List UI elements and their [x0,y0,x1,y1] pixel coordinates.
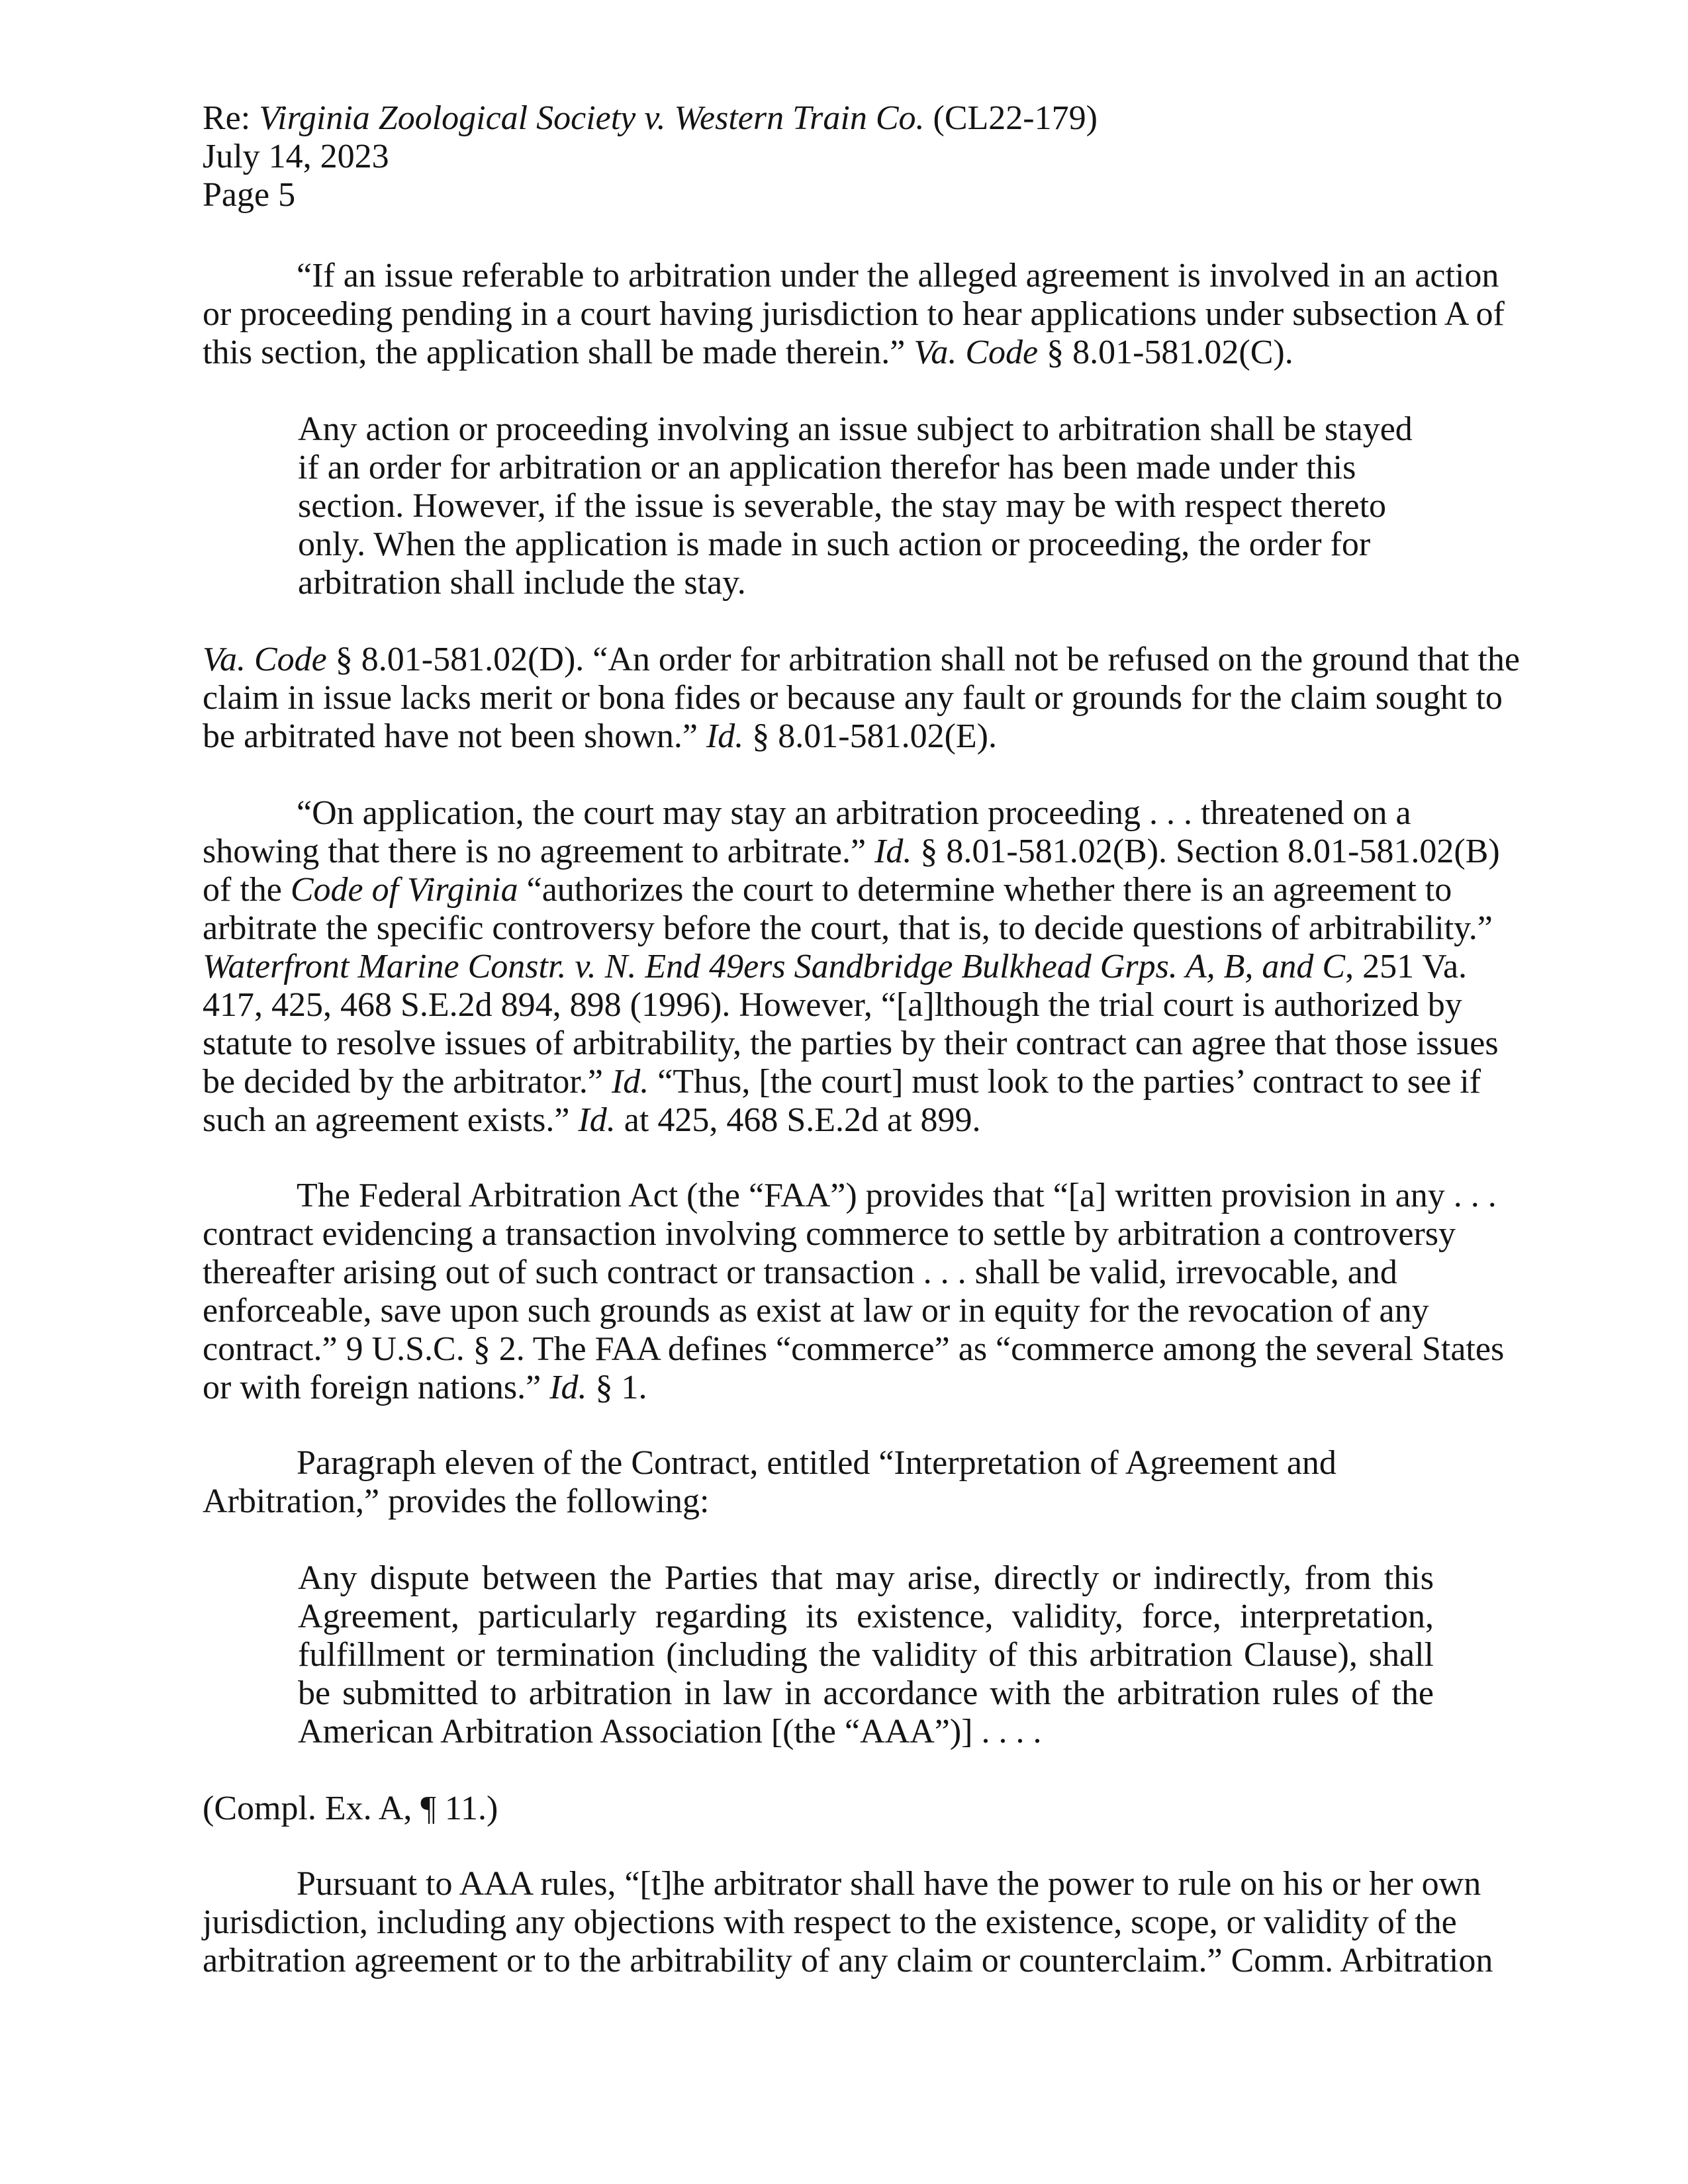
paragraph-text: , 251 Va. 417, 425, 468 S.E.2d 894, 898 (1996). However, “[a]lthough the trial court is authorized by statute to resolve issues of arbitrability, the parties by their contract can agree that those issues be decided by the arbitrator.” [203,948,1499,1101]
paragraph-arbitrability [203,794,1520,1140]
case-number: (CL22-179) [924,99,1098,137]
citation-id: Id. [578,1101,616,1139]
paragraph-statute-d-e [203,641,1520,756]
header-page-number: Page 5 [203,176,296,214]
code-of-virginia-title: Code of Virginia [290,871,518,909]
paragraph-aaa-rules: Pursuant to AAA rules, “[t]he arbitrator shall have the power to rule on his or her own jurisdiction, including any objections with respect to the existence, scope, or validity of the arbitration agreement or to the arbitrability of any claim or counterclaim.” Comm. Arbitration [203,1865,1493,1979]
re-label: Re: [203,99,259,137]
paragraph-text: The Federal Arbitration Act (the “FAA”) provides that “[a] written provision in any . . . contract evidencing a transaction involving commerce to settle by arbitration a controversy thereafter arising out of such contract or transaction . . . shall be valid, irrevocable, and enforceable, save upon such grounds as exist at law or in equity for the revocation of any contract.” 9 U.S.C. § 2. The FAA defines “commerce” as “commerce among the several States or with foreign nations.” [203,1177,1505,1406]
citation-italic: Va. Code [914,334,1039,371]
paragraph-text: “authorizes the court to determine whether there is an agreement to arbitrate the specific controversy before the court, that is, to decide questions of arbitrability.” [203,871,1493,947]
citation-italic: Va. Code [203,641,327,678]
header-re-line [203,99,1520,138]
paragraph-text: “Thus, [the court] must look to the parties’ contract to see if such an agreement exists.” [203,1063,1481,1139]
paragraph-faa [203,1177,1520,1407]
paragraph-text: § 8.01-581.02(B). Section 8.01-581.02(B) of the [203,833,1500,909]
citation-id: Id. [874,833,912,870]
block-quote-statute-d: Any action or proceeding involving an issue subject to arbitration shall be stayed if an order for arbitration or an application therefor has been made under this section. However, if the issue is severable, the stay may be with respect thereto only. When the application is made in such action or proceeding, the order for arbitration shall include the stay. [298,410,1413,602]
case-citation: Waterfront Marine Constr. v. N. End 49ers Sandbridge Bulkhead Grps. A, B, and C [203,948,1346,985]
case-name: Virginia Zoological Society v. Western Train Co. [259,99,925,137]
citation-compl-ex: (Compl. Ex. A, ¶ 11.) [203,1790,498,1827]
citation-text: § 8.01-581.02(C). [1038,334,1293,371]
paragraph-text: at 425, 468 S.E.2d at 899. [615,1101,981,1139]
citation-id: Id. [611,1063,649,1101]
paragraph-statute-c [203,257,1520,372]
header-date: July 14, 2023 [203,138,389,175]
paragraph-contract-eleven: Paragraph eleven of the Contract, entitled “Interpretation of Agreement and Arbitration,” provides the following: [203,1444,1336,1520]
paragraph-text: § 8.01-581.02(D). “An order for arbitration shall not be refused on the ground that the claim in issue lacks merit or bona fides or because any fault or grounds for the claim sought to be arbitrated have not been shown.” [203,641,1520,755]
paragraph-text: “On application, the court may stay an arbitration proceeding . . . threatened on a showing that there is no agreement to arbitrate.” [203,794,1411,870]
letter-header [203,99,1520,214]
block-quote-contract: Any dispute between the Parties that may arise, directly or indirectly, from this Agreement, particularly regarding its existence, validity, force, interpretation, fulfillment or termination (including the validity of this arbitration Clause), shall be submitted to arbitration in law in accordance with the arbitration rules of the American Arbitration Association [(the “AAA”)] . . . . [298,1559,1434,1751]
citation-text: § 8.01-581.02(E). [743,717,997,755]
citation-text: § 1. [586,1369,647,1406]
document-body [203,257,1520,1980]
citation-id: Id. [706,717,744,755]
citation-id: Id. [549,1369,587,1406]
paragraph-text: “If an issue referable to arbitration under the alleged agreement is involved in an action or proceeding pending in a court having jurisdiction to hear applications under subsection A of this section, the application shall be made therein.” [203,257,1505,371]
